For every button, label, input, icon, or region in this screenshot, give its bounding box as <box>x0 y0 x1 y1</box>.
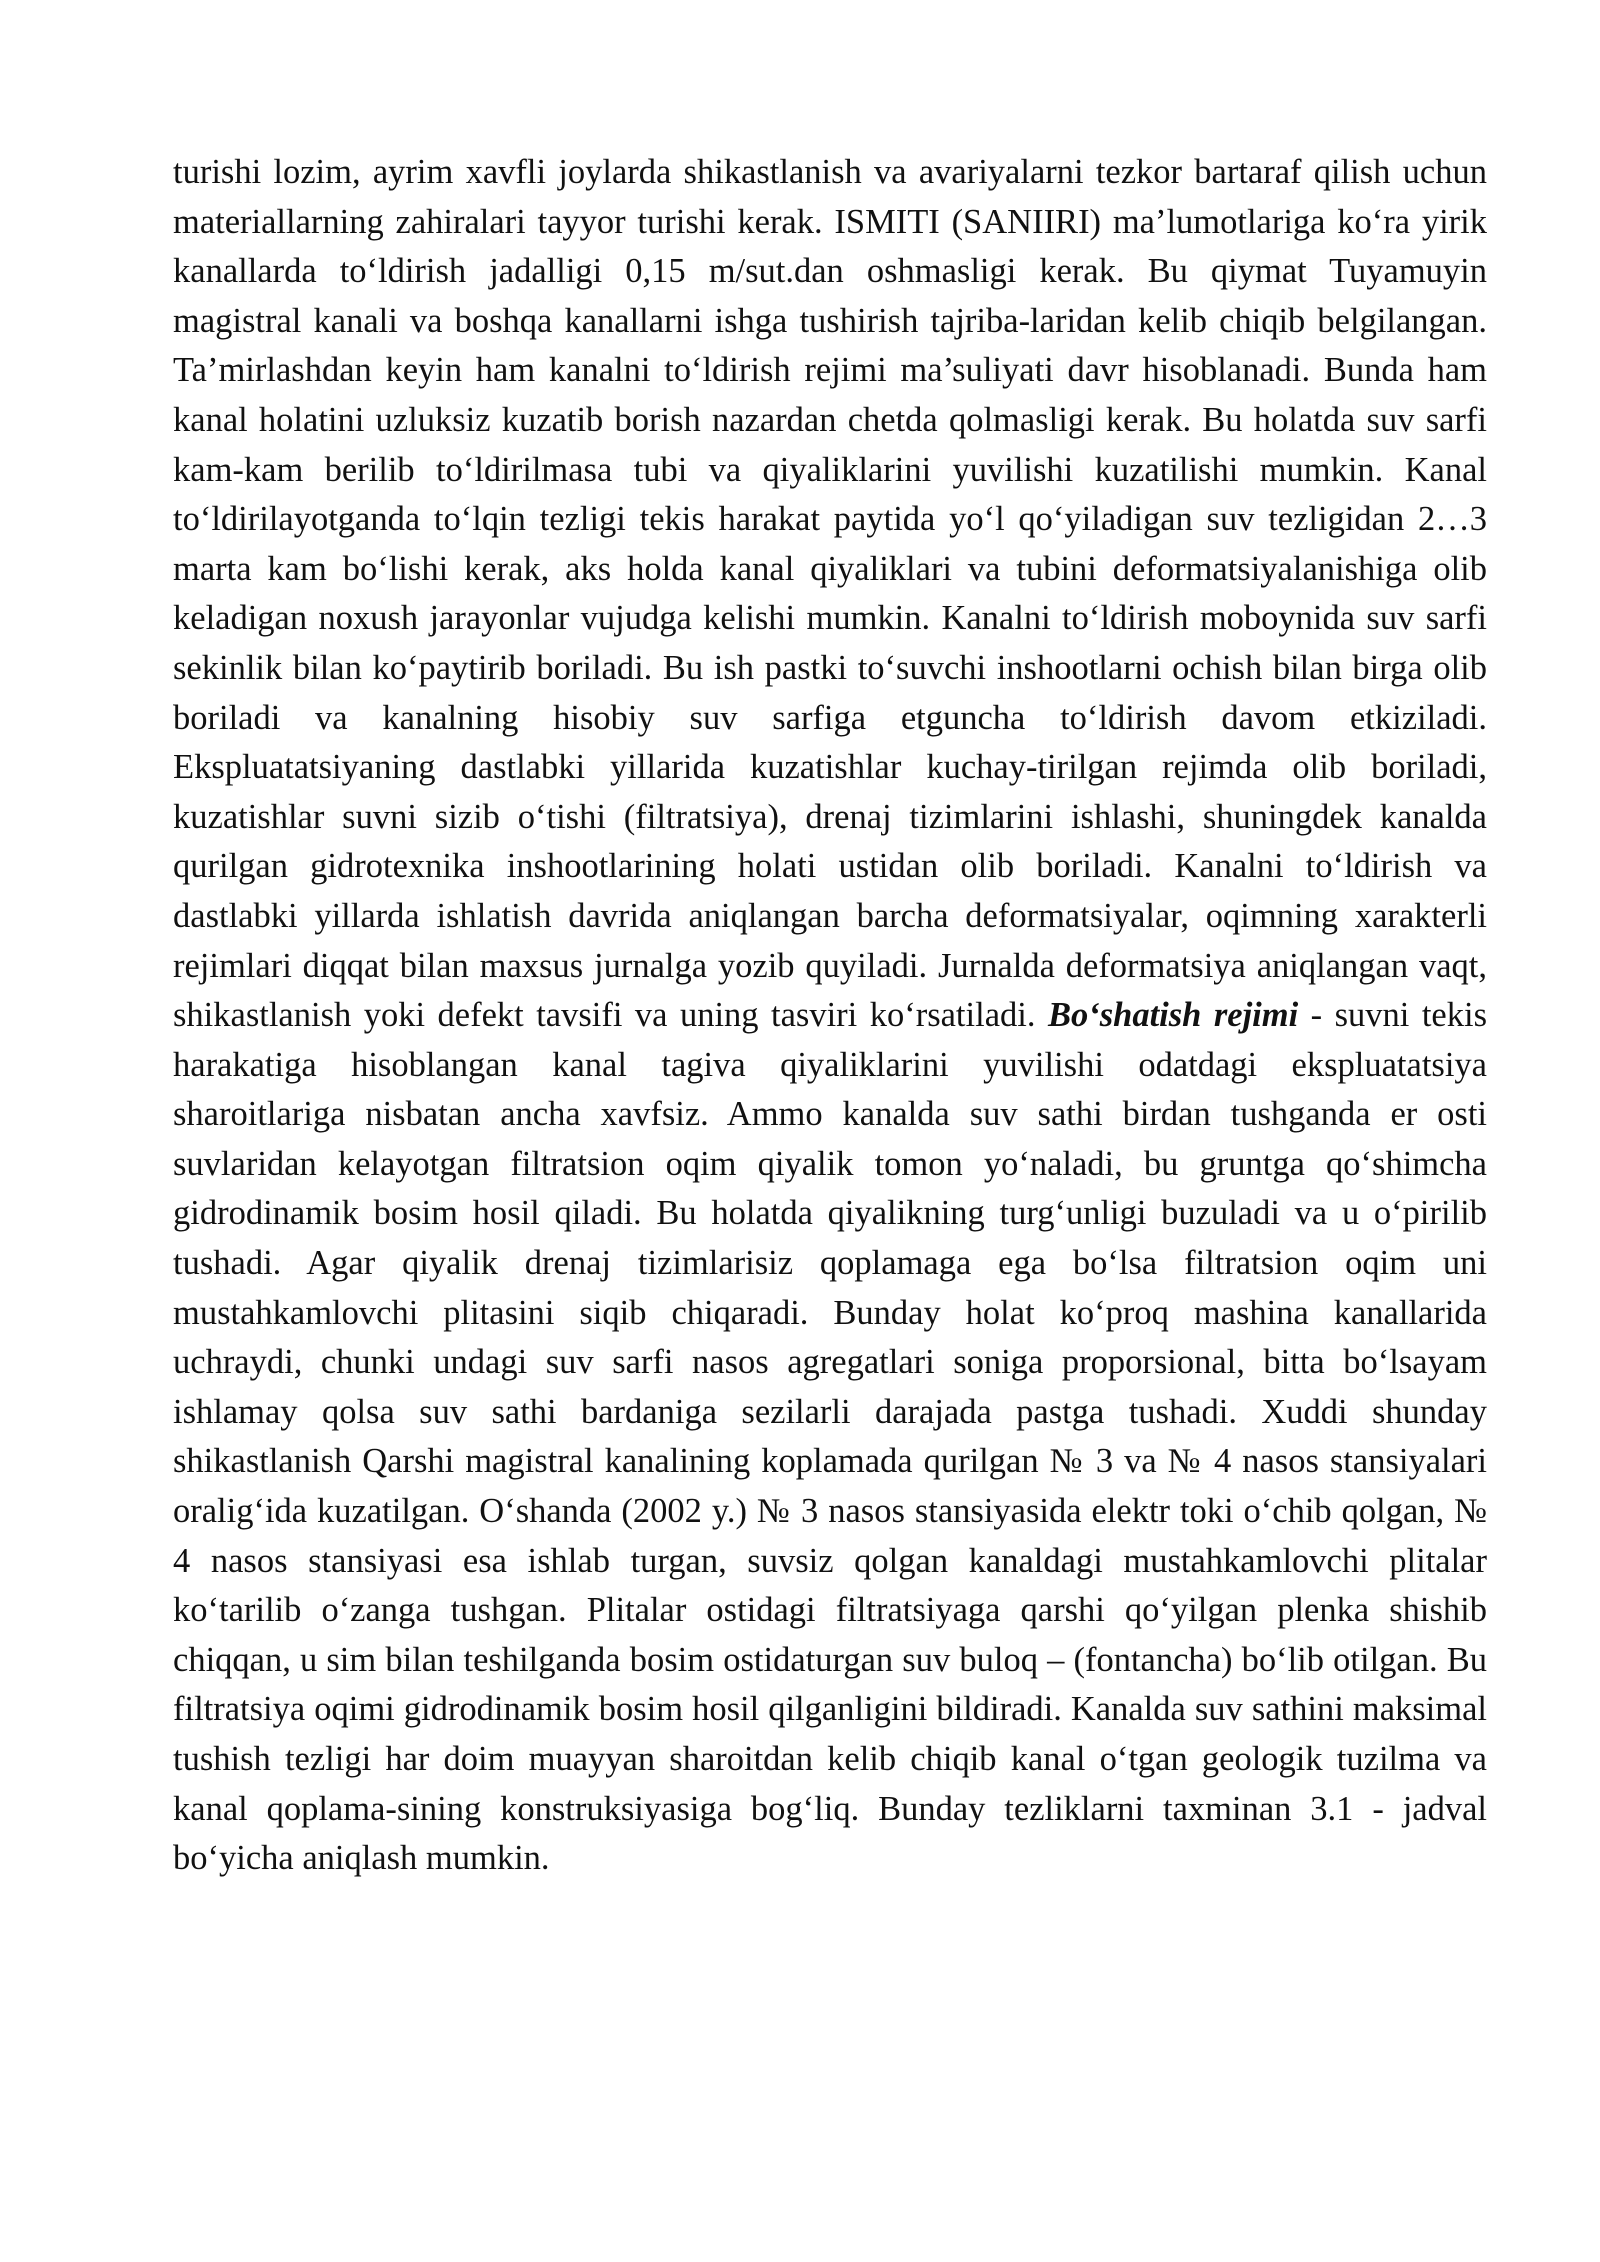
emphasized-term: Bo‘shatish rejimi <box>1047 996 1299 1035</box>
paragraph-text-part-1: turishi lozim, ayrim xavfli joylarda shikastlanish va avariyalarni tezkor bartaraf qilish uchun materiallarning zahiralari tayyor turishi kerak. ISMITI (SANIIRI) ma’lumotlariga ko‘ra yirik kanallarda to‘ldirish jadalligi 0,15 m/sut.dan oshmasligi kerak. Bu qiymat Tuyamuyin magistral kanali va boshqa kanallarni ishga tushirish tajriba-laridan kelib chiqib belgilangan. Ta’mirlashdan keyin ham kanalni to‘ldirish rejimi ma’suliyati davr hisoblanadi. Bunda ham kanal holatini uzluksiz kuzatib borish nazardan chetda qolmasligi kerak. Bu holatda suv sarfi kam-kam berilib to‘ldirilmasa tubi va qiyaliklarini yuvilishi kuzatilishi mumkin. Kanal to‘ldirilayotganda to‘lqin tezligi tekis harakat paytida yo‘l qo‘yiladigan suv tezligidan 2…3 marta kam bo‘lishi kerak, aks holda kanal qiyaliklari va tubini deformatsiyalanishiga olib keladigan noxush jarayonlar vujudga kelishi mumkin. Kanalni to‘ldirish moboynida suv sarfi sekinlik bilan ko‘paytirib boriladi. Bu ish pastki to‘suvchi inshootlarni ochish bilan birga olib boriladi va kanalning hisobiy suv sarfiga etguncha to‘ldirish davom etkiziladi. Ekspluatatsiyaning dastlabki yillarida kuzatishlar kuchay-tirilgan rejimda olib boriladi, kuzatishlar suvni sizib o‘tishi (filtratsiya), drenaj tizimlarini ishlashi, shuningdek kanalda qurilgan gidrotexnika inshootlarining holati ustidan olib boriladi. Kanalni to‘ldirish va dastlabki yillarda ishlatish davrida aniqlangan barcha deformatsiyalar, oqimning xarakterli rejimlari diqqat bilan maxsus jurnalga yozib quyiladi. Jurnalda deformatsiya aniqlangan vaqt, shikastlanish yoki defekt tavsifi va uning tasviri ko‘rsatiladi. <box>173 153 1487 1035</box>
paragraph-text-part-2: - suvni tekis harakatiga hisoblangan kanal tagiva qiyaliklarini yuvilishi odatdagi ekspluatatsiya sharoitlariga nisbatan ancha xavfsiz. Ammo kanalda suv sathi birdan tushganda er osti suvlaridan kelayotgan filtratsion oqim qiyalik tomon yo‘naladi, bu gruntga qo‘shimcha gidrodinamik bosim hosil qiladi. Bu holatda qiyalikning turg‘unligi buzuladi va u o‘pirilib tushadi. Agar qiyalik drenaj tizimlarisiz qoplamaga ega bo‘lsa filtratsion oqim uni mustahkamlovchi plitasini siqib chiqaradi. Bunday holat ko‘proq mashina kanallarida uchraydi, chunki undagi suv sarfi nasos agregatlari soniga proporsional, bitta bo‘lsayam ishlamay qolsa suv sathi bardaniga sezilarli darajada pastga tushadi. Xuddi shunday shikastlanish Qarshi magistral kanalining koplamada qurilgan № 3 va № 4 nasos stansiyalari oralig‘ida kuzatilgan. O‘shanda (2002 y.) № 3 nasos stansiyasida elektr toki o‘chib qolgan, № 4 nasos stansiyasi esa ishlab turgan, suvsiz qolgan kanaldagi mustahkamlovchi plitalar ko‘tarilib o‘zanga tushgan. Plitalar ostidagi filtratsiyaga qarshi qo‘yilgan plenka shishib chiqqan, u sim bilan teshilganda bosim ostidaturgan suv buloq – (fontancha) bo‘lib otilgan. Bu filtratsiya oqimi gidrodinamik bosim hosil qilganligini bildiradi. Kanalda suv sathini maksimal tushish tezligi har doim muayyan sharoitdan kelib chiqib kanal o‘tgan geologik tuzilma va kanal qoplama-sining konstruksiyasiga bog‘liq. Bunday tezliklarni taxminan 3.1 - jadval bo‘yicha aniqlash mumkin. <box>173 996 1487 1878</box>
body-paragraph <box>173 148 1487 1884</box>
document-page <box>173 148 1487 1884</box>
